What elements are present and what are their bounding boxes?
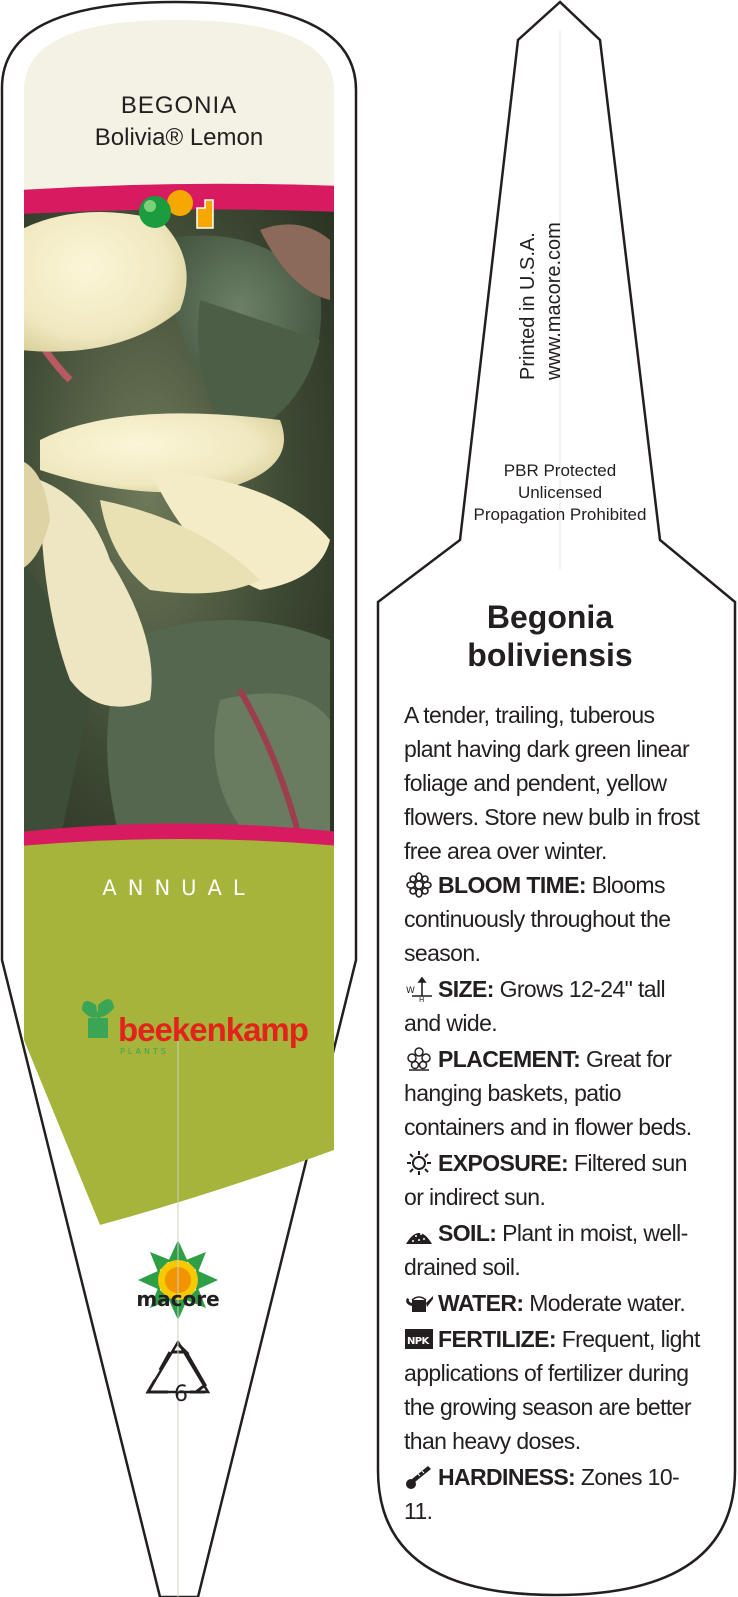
pbr-line: PBR Protected — [503, 461, 617, 480]
npk-icon — [404, 1326, 434, 1352]
sun-icon — [404, 1150, 434, 1176]
attr-label: WATER: — [438, 1290, 524, 1316]
printed-country: Printed in U.S.A. — [517, 232, 539, 380]
pbr-line: Unlicensed — [517, 483, 603, 502]
svg-text:H: H — [419, 996, 424, 1002]
attr-label: EXPOSURE: — [438, 1150, 569, 1176]
attr-soil — [404, 1216, 704, 1284]
watering-can-icon — [404, 1290, 434, 1316]
species: boliviensis — [467, 637, 633, 673]
thermometer-icon — [404, 1464, 434, 1490]
description: A tender, trailing, tuberous plant having dark green linear foliage and pendent, yellow flowers. Store new bulb in frost free area over winter. — [404, 702, 700, 864]
attr-label: PLACEMENT: — [438, 1046, 581, 1072]
brand-sub: PLANTS — [120, 1047, 169, 1056]
genus: Begonia — [486, 599, 614, 635]
attr-hardiness — [404, 1460, 704, 1528]
attr-label: BLOOM TIME: — [438, 872, 586, 898]
flower-icon — [404, 872, 434, 898]
website: www.macore.com — [543, 222, 565, 380]
size-icon — [404, 976, 434, 1002]
attr-text: Frequent, light applications of fertilizer during the growing season are better than heavy doses. — [404, 1326, 700, 1454]
placement-icon — [404, 1046, 434, 1072]
attr-label: FERTILIZE: — [438, 1326, 556, 1352]
attr-text: Moderate water. — [529, 1290, 686, 1316]
attr-label: HARDINESS: — [438, 1464, 576, 1490]
attr-size — [404, 972, 704, 1040]
scientific-name — [395, 598, 705, 674]
attr-text: Plant in moist, well-drained soil. — [404, 1220, 688, 1280]
attr-label: SOIL: — [438, 1220, 497, 1246]
attr-text: Great for hanging baskets, patio containers and in flower beds. — [404, 1046, 692, 1140]
attr-text: Grows 12-24" tall and wide. — [404, 976, 666, 1036]
recycle-number: 6 — [174, 1382, 188, 1407]
soil-icon — [404, 1220, 434, 1246]
variety-name: Bolivia® Lemon — [94, 124, 264, 151]
brand-name: beekenkamp — [118, 1011, 308, 1048]
svg-text:W: W — [406, 986, 415, 996]
attr-exposure — [404, 1146, 704, 1214]
printed-info — [515, 80, 575, 380]
attr-label: SIZE: — [438, 976, 494, 1002]
common-name: BEGONIA — [120, 92, 238, 119]
pbr-line: Propagation Prohibited — [473, 505, 647, 524]
pbr-notice — [440, 460, 680, 526]
attr-text: Filtered sun or indirect sun. — [404, 1150, 687, 1210]
attr-fertilize — [404, 1322, 704, 1458]
attr-water — [404, 1286, 724, 1320]
attr-placement — [404, 1042, 704, 1144]
category-label: ANNUAL — [102, 876, 256, 900]
svg-text:NPK: NPK — [407, 1336, 429, 1347]
attr-bloom — [404, 868, 704, 970]
maker-name: macore — [136, 1287, 220, 1311]
attr-text: Zones 10-11. — [404, 1464, 680, 1524]
attr-text: Blooms continuously throughout the season. — [404, 872, 671, 966]
